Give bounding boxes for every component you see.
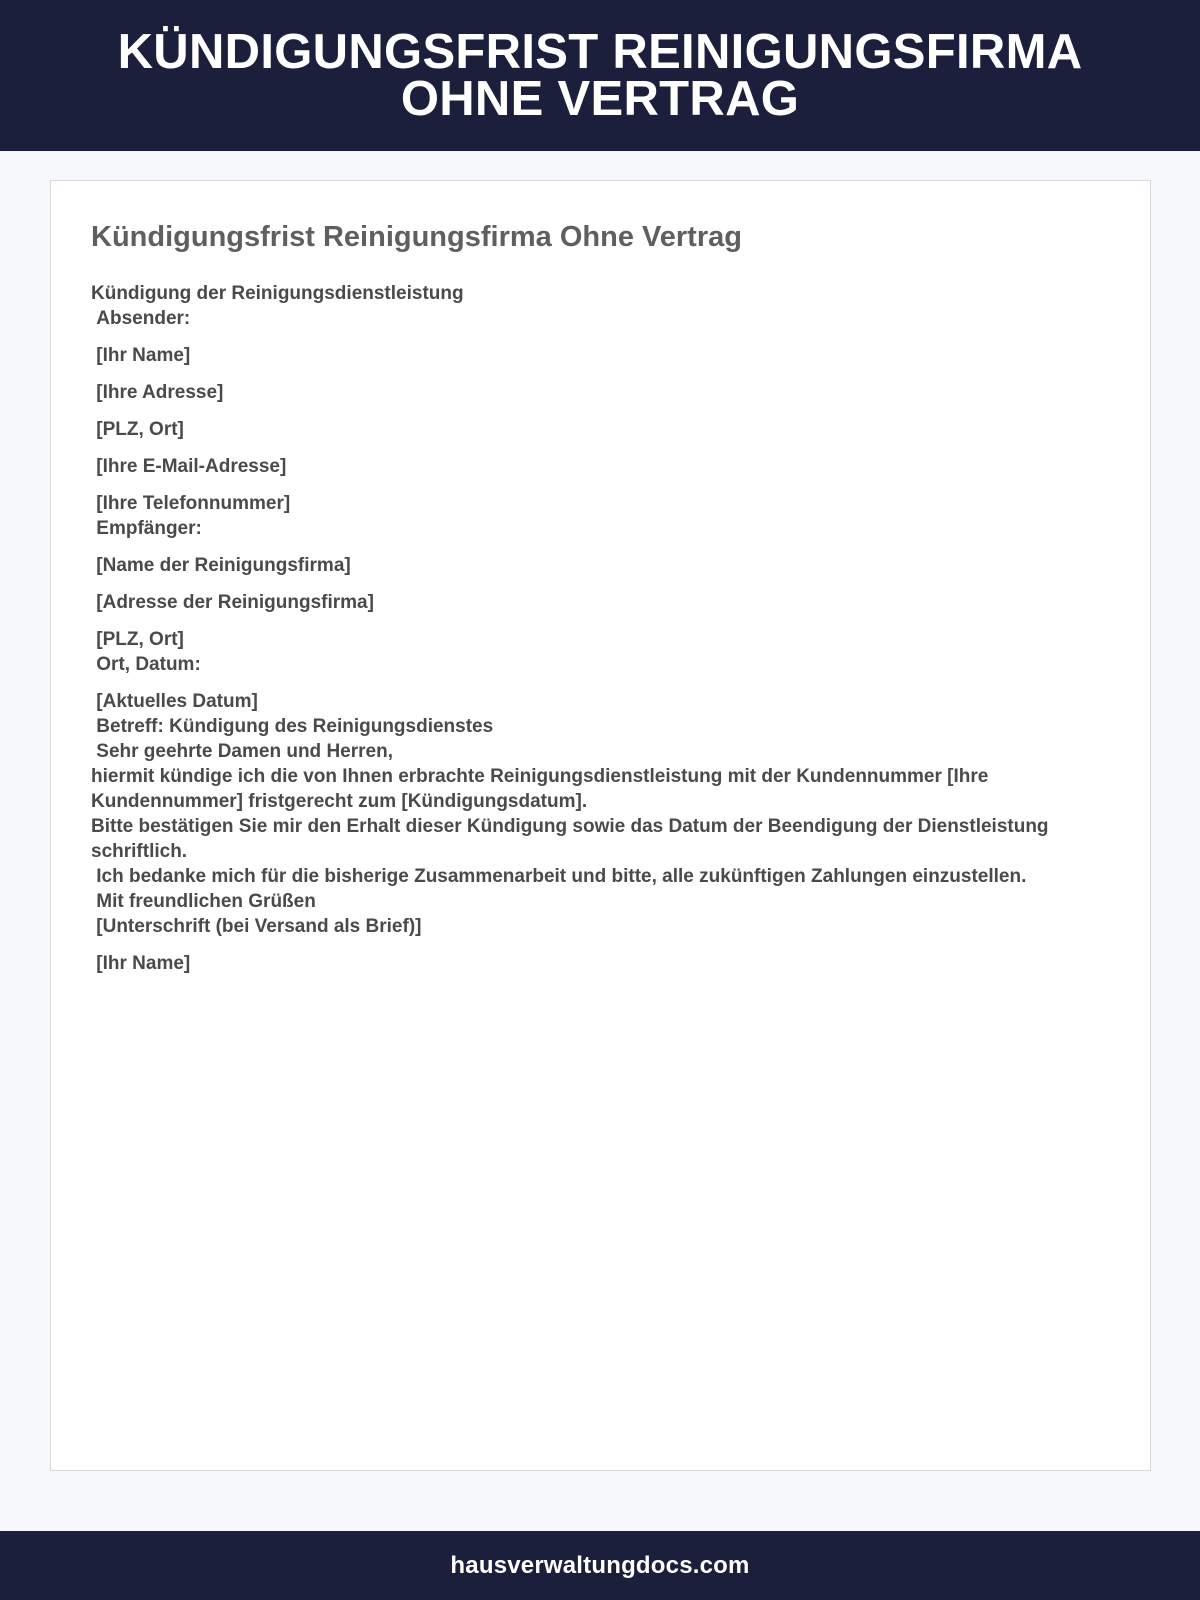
page-heading: KÜNDIGUNGSFRIST REINIGUNGSFIRMA OHNE VERTRAG (117, 24, 1083, 126)
subject-line: Betreff: Kündigung des Reinigungsdienstes (91, 716, 494, 737)
page-header-banner (0, 0, 1200, 151)
confirmation-paragraph: Bitte bestätigen Sie mir den Erhalt dieser Kündigung sowie das Datum der Beendigung der Dienstleistung schriftlich. (91, 816, 1054, 862)
termination-paragraph: hiermit kündige ich die von Ihnen erbrachte Reinigungsdienstleistung mit der Kundennummer [Ihre Kundennummer] fristgerecht zum [Kündigungsdatum]. (91, 766, 994, 812)
recipient-address-placeholder: [Adresse der Reinigungsfirma] (91, 592, 374, 613)
page-footer (0, 1531, 1200, 1600)
sender-address-placeholder: [Ihre Adresse] (91, 382, 224, 403)
thanks-paragraph: Ich bedanke mich für die bisherige Zusammenarbeit und bitte, alle zukünftigen Zahlungen einzustellen. (91, 866, 1027, 887)
sender-label: Absender: (91, 308, 191, 329)
closing-greeting: Mit freundlichen Grüßen (91, 891, 316, 912)
signature-placeholder: [Unterschrift (bei Versand als Brief)] (91, 916, 422, 937)
sender-name-placeholder: [Ihr Name] (91, 345, 191, 366)
sender-phone-placeholder: [Ihre Telefonnummer] (91, 493, 291, 514)
salutation: Sehr geehrte Damen und Herren, (91, 741, 393, 762)
letter-subject-heading: Kündigung der Reinigungsdienstleistung (91, 283, 464, 304)
recipient-label: Empfänger: (91, 518, 202, 539)
recipient-city-placeholder: [PLZ, Ort] (91, 629, 184, 650)
date-placeholder: [Aktuelles Datum] (91, 691, 258, 712)
sender-city-placeholder: [PLZ, Ort] (91, 419, 184, 440)
document-title: Kündigungsfrist Reinigungsfirma Ohne Vertrag (91, 221, 742, 253)
document-sheet (50, 180, 1151, 1471)
recipient-name-placeholder: [Name der Reinigungsfirma] (91, 555, 351, 576)
sender-email-placeholder: [Ihre E-Mail-Adresse] (91, 456, 287, 477)
letter-body (91, 281, 1111, 976)
footer-site-name: hausverwaltungdocs.com (450, 1551, 750, 1579)
place-date-label: Ort, Datum: (91, 654, 201, 675)
signer-name-placeholder: [Ihr Name] (91, 953, 191, 974)
